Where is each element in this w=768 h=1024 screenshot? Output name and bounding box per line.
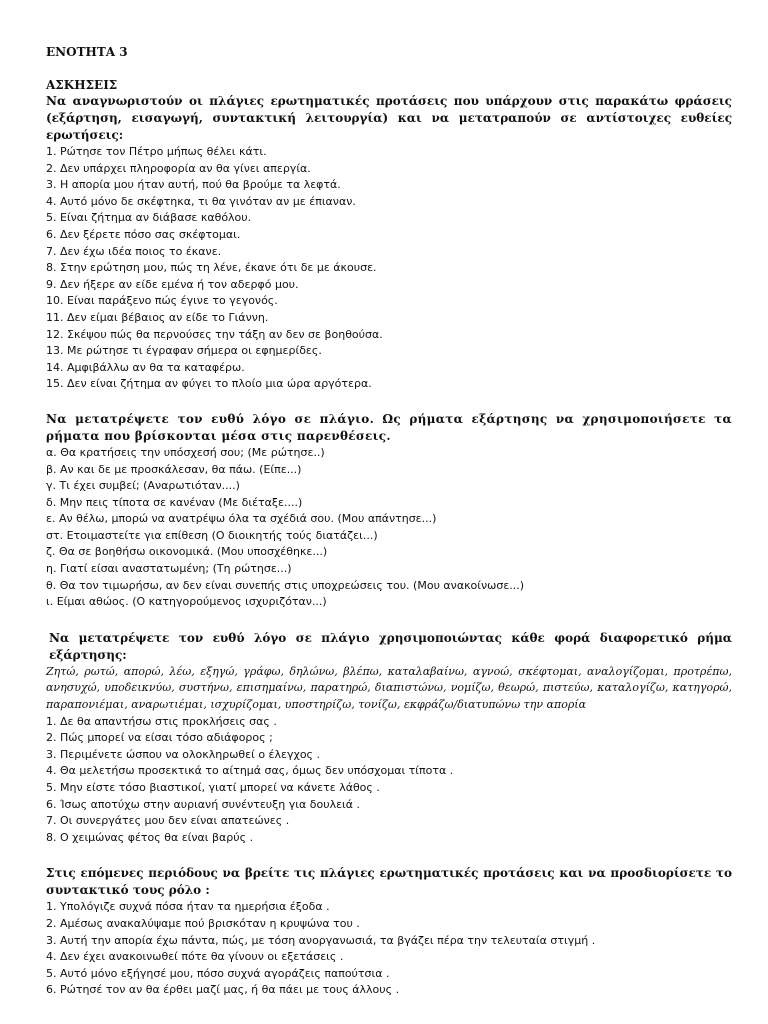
spacer (46, 611, 732, 630)
list-item: 3. Η απορία μου ήταν αυτή, πού θα βρούμε τα λεφτά. (46, 178, 341, 192)
list-item: ι. Είμαι αθώος. (Ο κατηγορούμενος ισχυριζόταν...) (46, 595, 327, 609)
list-item: 12. Σκέψου πώς θα περνούσες την τάξη αν δεν σε βοηθούσα. (46, 327, 383, 341)
list-item: 1. Δε θα απαντήσω στις προκλήσεις σας . (46, 714, 277, 728)
exercise-4-instruction: Στις επόμενες περιόδους να βρείτε τις πλάγιες ερωτηματικές προτάσεις και να προσδιορίσετε το συντακτικό τους ρόλο : (46, 866, 732, 898)
list-item: στ. Ετοιμαστείτε για επίθεση (Ο διοικητής τούς διατάζει...) (46, 528, 378, 542)
list-item: 8. Στην ερώτηση μου, πώς τη λένε, έκανε ότι δε με άκουσε. (46, 261, 377, 275)
exercise-1 (46, 77, 732, 393)
exercise-1-instruction: Να αναγνωριστούν οι πλάγιες ερωτηματικές προτάσεις που υπάρχουν στις παρακάτω φράσεις (εξάρτηση, εισαγωγή, συντακτική λειτουργία) και να μετατραπούν σε αντίστοιχες ευθείες ερωτήσεις: (46, 94, 732, 142)
unit-title: ΕΝΟΤΗΤΑ 3 (46, 45, 128, 59)
list-item: 7. Δεν έχω ιδέα ποιος το έκανε. (46, 244, 222, 258)
list-item: α. Θα κρατήσεις την υπόσχεσή σου; (Με ρώτησε..) (46, 445, 325, 459)
list-item: 4. Θα μελετήσω προσεκτικά το αίτημά σας, όμως δεν υπόσχομαι τίποτα . (46, 764, 454, 778)
list-item: 6. Δεν ξέρετε πόσο σας σκέφτομαι. (46, 227, 241, 241)
exercise-2 (46, 411, 732, 611)
list-item: 8. Ο χειμώνας φέτος θα είναι βαρύς . (46, 830, 254, 844)
list-item: θ. Θα τον τιμωρήσω, αν δεν είναι συνεπής στις υποχρεώσεις του. (Μου ανακοίνωσε...) (46, 578, 525, 592)
list-item: ε. Αν θέλω, μπορώ να ανατρέψω όλα τα σχέδιά σου. (Μου απάντησε...) (46, 512, 437, 526)
spacer (46, 393, 732, 411)
list-item: 3. Αυτή την απορία έχω πάντα, πώς, με τόση ανοργανωσιά, τα βγάζει πέρα την τελευταία στιγμή . (46, 933, 596, 947)
exercise-3-instruction: Να μετατρέψετε τον ευθύ λόγο σε πλάγιο χρησιμοποιώντας κάθε φορά διαφορετικό ρήμα εξάρτησης: (49, 630, 732, 662)
list-item: η. Γιατί είσαι αναστατωμένη; (Τη ρώτησε...) (46, 562, 292, 576)
list-item: 5. Αυτό μόνο εξήγησέ μου, πόσο συχνά αγοράζεις παπούτσια . (46, 966, 390, 980)
list-item: β. Αν και δε με προσκάλεσαν, θα πάω. (Είπε...) (46, 462, 302, 476)
list-item: 13. Με ρώτησε τι έγραφαν σήμερα οι εφημερίδες. (46, 344, 322, 358)
exercise-3-list (46, 714, 732, 847)
spacer (46, 60, 732, 77)
list-item: δ. Μην πεις τίποτα σε κανέναν (Με διέταξε....) (46, 495, 303, 509)
list-item: 14. Αμφιβάλλω αν θα τα καταφέρω. (46, 360, 245, 374)
list-item: 1. Υπολόγιζε συχνά πόσα ήταν τα ημερήσια έξοδα . (46, 900, 330, 914)
list-item: 4. Αυτό μόνο δε σκέφτηκα, τι θα γινόταν αν με έπιαναν. (46, 194, 356, 208)
verb-list: Ζητώ, ρωτώ, απορώ, λέω, εξηγώ, γράφω, δηλώνω, βλέπω, καταλαβαίνω, αγνοώ, σκέφτομαι, αναλογίζομαι, προτρέπω, ανησυχώ, υποδεικνύω, συστήνω, επισημαίνω, παρατηρώ, διαπιστώνω, νομίζω, θεωρώ, πιστεύω, καταλογίζω, κατηγορώ, παραπονιέμαι, αναρωτιέμαι, ισχυρίζομαι, υποστηρίζω, τονίζω, εκφράζω/διατυπώνω την απορία (46, 664, 732, 712)
exercises-heading: ΑΣΚΗΣΕΙΣ (46, 78, 118, 92)
exercise-3 (46, 630, 732, 847)
list-item: 2. Αμέσως ανακαλύψαμε πού βρισκόταν η κρυψώνα του . (46, 916, 360, 930)
list-item: ζ. Θα σε βοηθήσω οικονομικά. (Μου υποσχέθηκε...) (46, 545, 328, 559)
exercise-4 (46, 865, 732, 999)
list-item: 6. Ίσως αποτύχω στην αυριανή συνέντευξη για δουλειά . (46, 797, 360, 811)
document-page (46, 44, 732, 999)
list-item: 11. Δεν είμαι βέβαιος αν είδε το Γιάννη. (46, 310, 269, 324)
list-item: 4. Δεν έχει ανακοινωθεί πότε θα γίνουν οι εξετάσεις . (46, 950, 344, 964)
list-item: 2. Πώς μπορεί να είσαι τόσο αδιάφορος ; (46, 731, 273, 745)
exercise-1-list (46, 144, 732, 393)
list-item: 10. Είναι παράξενο πώς έγινε το γεγονός. (46, 294, 278, 308)
list-item: 9. Δεν ήξερε αν είδε εμένα ή τον αδερφό μου. (46, 277, 299, 291)
exercise-4-list (46, 899, 732, 999)
list-item: 3. Περιμένετε ώσπου να ολοκληρωθεί ο έλεγχος . (46, 747, 320, 761)
list-item: 2. Δεν υπάρχει πληροφορία αν θα γίνει απεργία. (46, 161, 311, 175)
list-item: 5. Είναι ζήτημα αν διάβασε καθόλου. (46, 211, 252, 225)
list-item: 6. Ρώτησέ τον αν θα έρθει μαζί μας, ή θα πάει με τους άλλους . (46, 983, 400, 997)
list-item: 5. Μην είστε τόσο βιαστικοί, γιατί μπορεί να κάνετε λάθος . (46, 781, 380, 794)
list-item: 15. Δεν είναι ζήτημα αν φύγει το πλοίο μια ώρα αργότερα. (46, 377, 372, 391)
list-item: 7. Οι συνεργάτες μου δεν είναι απατεώνες . (46, 814, 290, 828)
list-item: 1. Ρώτησε τον Πέτρο μήπως θέλει κάτι. (46, 145, 267, 158)
spacer (46, 846, 732, 865)
exercise-2-instruction: Να μετατρέψετε τον ευθύ λόγο σε πλάγιο. Ως ρήματα εξάρτησης να χρησιμοποιήσετε τα ρήματα που βρίσκονται μέσα στις παρενθέσεις. (46, 411, 732, 443)
exercise-2-list (46, 445, 732, 611)
list-item: γ. Τι έχει συμβεί; (Αναρωτιόταν....) (46, 479, 240, 493)
